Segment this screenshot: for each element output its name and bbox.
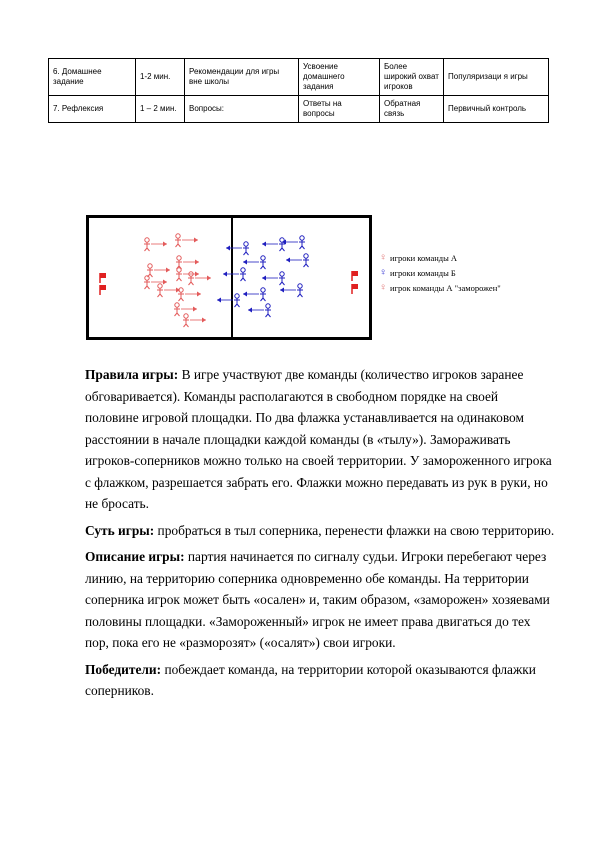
- paragraph-title: Суть игры:: [85, 522, 155, 538]
- table-cell: 6. Домашнее задание: [49, 59, 136, 96]
- table-cell: 7. Рефлексия: [49, 96, 136, 123]
- player-b-icon: ♀: [379, 267, 387, 278]
- table-cell: Рекомендации для игры вне школы: [185, 59, 299, 96]
- paragraph-winners: [85, 659, 555, 702]
- legend-item: [376, 265, 576, 280]
- legend-item: [376, 250, 576, 265]
- paragraph-title: Победители:: [85, 661, 162, 677]
- lesson-plan-table: [48, 58, 549, 123]
- game-field-diagram: [86, 215, 372, 340]
- paragraph-rules: [85, 364, 555, 515]
- table-cell: Ответы на вопросы: [299, 96, 380, 123]
- table-cell: Популяризаци я игры: [444, 59, 549, 96]
- table-cell: Усвоение домашнего задания: [299, 59, 380, 96]
- paragraph-text: пробраться в тыл соперника, перенести флажки на свою территорию.: [154, 522, 555, 538]
- paragraph-title: Описание игры:: [85, 549, 185, 564]
- table-cell: Первичный контроль: [444, 96, 549, 123]
- paragraph-text: В игре участвуют две команды (количество игроков заранее обговаривается). Команды располагаются в свободном порядке на своей половине игровой площадки. По два флажка устанавливается на одинаковом расстоянии в начале площадки каждой команды (в «тылу»). Замораживать игроков-соперников можно только на своей территории. У замороженного игрока с флажком, разрешается забрать его. Флажки можно передавать из рук в руки, но не бросать.: [85, 367, 552, 511]
- paragraph-title: Правила игры:: [85, 367, 179, 382]
- table-cell: 1 – 2 мин.: [136, 96, 185, 123]
- paragraph-description: [85, 546, 555, 654]
- paragraph-text: побеждает команда, на территории которой оказываются флажки соперников.: [85, 661, 536, 698]
- legend-label: игроки команды А: [390, 252, 458, 263]
- paragraph-text: партия начинается по сигналу судьи. Игроки перебегают через линию, на территорию соперника одновременно обе команды. На территории соперника игрок может быть «осален» и, таким образом, «заморожен» хозяевами половины площадки. «Замороженный» игрок не имеет права двигаться до тех пор, пока его не «разморозят» («осалят») свои игроки.: [85, 549, 550, 650]
- table-row: [49, 96, 549, 123]
- game-description: [85, 364, 555, 707]
- legend-item: [376, 280, 576, 295]
- field-border: [88, 217, 371, 339]
- diagram-legend: [376, 250, 576, 295]
- table-cell: Вопросы:: [185, 96, 299, 123]
- table-cell: Более широкий охват игроков: [380, 59, 444, 96]
- legend-label: игрок команды А "заморожен": [390, 282, 501, 293]
- legend-label: игроки команды Б: [390, 267, 456, 278]
- frozen-player-icon: ♀: [379, 282, 387, 293]
- paragraph-essence: [85, 520, 555, 542]
- table-cell: Обратная связь: [380, 96, 444, 123]
- player-a-icon: ♀: [379, 252, 387, 263]
- table-cell: 1-2 мин.: [136, 59, 185, 96]
- table-row: [49, 59, 549, 96]
